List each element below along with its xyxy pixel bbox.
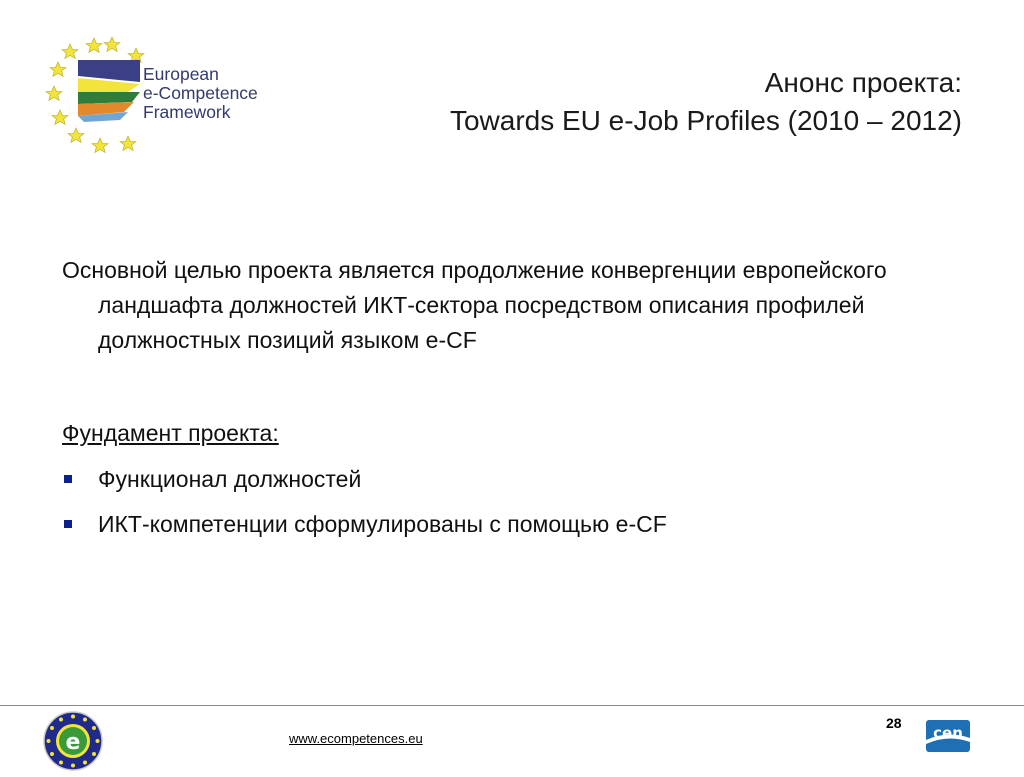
logo-line-3: Framework (143, 102, 231, 122)
ecf-logo-text (143, 65, 258, 122)
e-badge-icon (42, 710, 104, 772)
foundation-heading: Фундамент проекта: (62, 420, 279, 446)
square-bullet-icon (64, 475, 72, 483)
square-bullet-icon (64, 520, 72, 528)
footer-divider (0, 705, 1024, 706)
e-competences-logo (42, 710, 104, 772)
slide-title (450, 64, 962, 140)
title-line-1: Анонс проекта: (764, 67, 962, 98)
main-paragraph: Основной целью проекта является продолжение конвергенции европейского ландшафта должностей ИКТ-сектора посредством описания профилей должностных позиций языком e-CF (62, 257, 887, 353)
list-item (62, 507, 667, 542)
logo-line-1: European (143, 64, 219, 84)
cen-logo-icon (924, 716, 974, 760)
logo-line-2: e-Competence (143, 83, 258, 103)
list-item-text: ИКТ-компетенции сформулированы с помощью e-CF (98, 511, 667, 537)
list-item (62, 462, 667, 497)
list-item-text: Функционал должностей (98, 466, 362, 492)
bullet-list (62, 462, 667, 552)
svg-text:e: e (65, 730, 81, 755)
cen-logo (924, 716, 974, 760)
cen-logo-text: cen (933, 724, 963, 742)
title-line-2: Towards EU e-Job Profiles (2010 – 2012) (449, 105, 962, 136)
page-number: 28 (886, 715, 902, 731)
website-link[interactable]: www.ecompetences.eu (289, 731, 423, 746)
